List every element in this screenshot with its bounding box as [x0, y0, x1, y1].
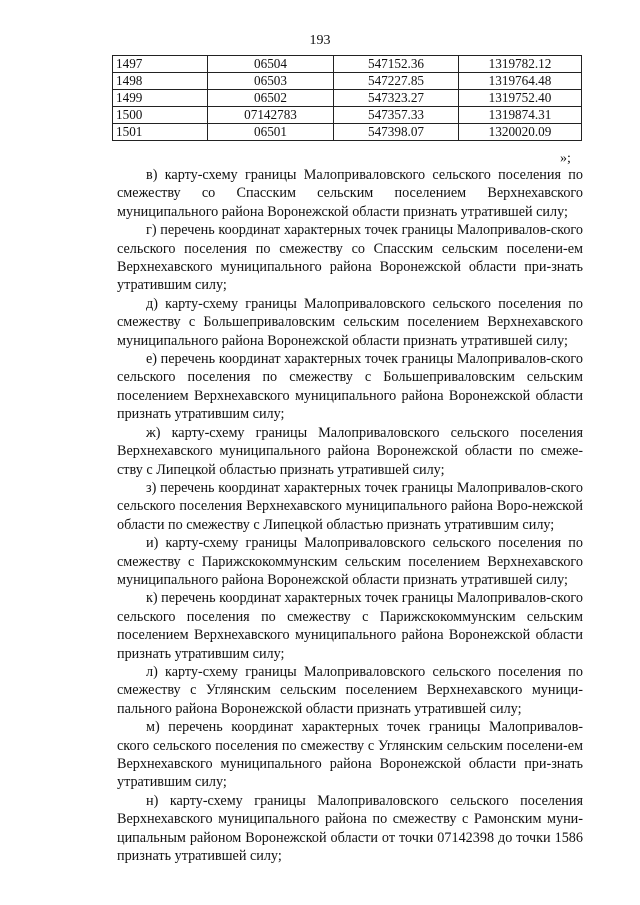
- paragraph-l: л) карту-схему границы Малоприваловского сельского поселения по смежеству с Углянским сельским поселением Верхнехавского муници-пального района Воронежской области признать утратившей силу;: [117, 663, 583, 717]
- paragraph-zh: ж) карту-схему границы Малоприваловского сельского поселения Верхнехавского муниципального района Воронежской области по смеже-ству с Липецкой областью признать утратившей силу;: [117, 424, 583, 478]
- table-cell-x: 547323.27: [334, 90, 459, 107]
- table-row: [113, 73, 582, 90]
- paragraph-g: г) перечень координат характерных точек границы Малопривалов-ского сельского поселения по смежеству со Спасским сельским поселени-ем Верхнехавского муниципального района Воронежской области при-знать утратившим силу;: [117, 222, 583, 294]
- table-cell-y: 1319752.40: [459, 90, 582, 107]
- paragraph-z: з) перечень координат характерных точек границы Малопривалов-ского сельского поселения Верхнехавского муниципального района Воро-нежской области по смежеству с Липецкой областью признать утратившим силу;: [117, 479, 583, 533]
- table-cell-point-number: 1497: [113, 56, 208, 73]
- table-row: [113, 124, 582, 141]
- table-cell-y: 1319782.12: [459, 56, 582, 73]
- table-cell-y: 1319764.48: [459, 73, 582, 90]
- document-body: [117, 166, 583, 865]
- table-row: [113, 107, 582, 124]
- page-number: 193: [309, 33, 331, 48]
- paragraph-i: и) карту-схему границы Малоприваловского сельского поселения по смежеству с Парижскокоммунским сельским поселением Верхнехавского муниципального района Воронежской области признать утратившей силу;: [117, 535, 583, 588]
- paragraph-e: е) перечень координат характерных точек границы Малопривалов-ского сельского поселения по смежеству с Большеприваловским сельским поселением Верхнехавского муниципального района Воронежской области признать утратившим силу;: [117, 351, 583, 423]
- table-row: [113, 90, 582, 107]
- table-cell-point-number: 1498: [113, 73, 208, 90]
- table-cell-point-id: 06504: [208, 56, 334, 73]
- table-cell-point-number: 1499: [113, 90, 208, 107]
- paragraph-m: м) перечень координат характерных точек границы Малопривалов-ского сельского поселения по смежеству с Углянским сельским поселени-ем Верхнехавского муниципального района Воронежской области при-знать утратившим силу;: [117, 719, 583, 791]
- table-cell-point-id: 07142783: [208, 107, 334, 124]
- table-row: [113, 56, 582, 73]
- table-cell-point-number: 1501: [113, 124, 208, 141]
- table-cell-point-number: 1500: [113, 107, 208, 124]
- table-cell-x: 547152.36: [334, 56, 459, 73]
- table-cell-x: 547357.33: [334, 107, 459, 124]
- closing-quote: »;: [560, 151, 571, 166]
- coordinates-table: [112, 55, 582, 141]
- paragraph-n: н) карту-схему границы Малоприваловского сельского поселения Верхнехавского муниципального района по смежеству с Рамонским муни-ципальным районом Воронежской области от точки 07142398 до точки 1586 признать утратившей силу;: [117, 792, 583, 865]
- paragraph-k: к) перечень координат характерных точек границы Малопривалов-ского сельского поселения по смежеству с Парижскокоммунским сельским поселением Верхнехавского муниципального района Воронежской области признать утратившим силу;: [117, 590, 583, 662]
- table-cell-point-id: 06501: [208, 124, 334, 141]
- paragraph-d: д) карту-схему границы Малоприваловского сельского поселения по смежеству с Большеприваловским сельским поселением Верхнехавского муниципального района Воронежской области признать утратившей силу;: [117, 295, 583, 349]
- table-cell-x: 547398.07: [334, 124, 459, 141]
- table-cell-y: 1320020.09: [459, 124, 582, 141]
- paragraph-v: в) карту-схему границы Малоприваловского сельского поселения по смежеству со Спасским сельским поселением Верхнехавского муниципального района Воронежской области признать утратившей силу;: [117, 167, 583, 220]
- table-cell-x: 547227.85: [334, 73, 459, 90]
- table-cell-point-id: 06503: [208, 73, 334, 90]
- table-cell-y: 1319874.31: [459, 107, 582, 124]
- table-cell-point-id: 06502: [208, 90, 334, 107]
